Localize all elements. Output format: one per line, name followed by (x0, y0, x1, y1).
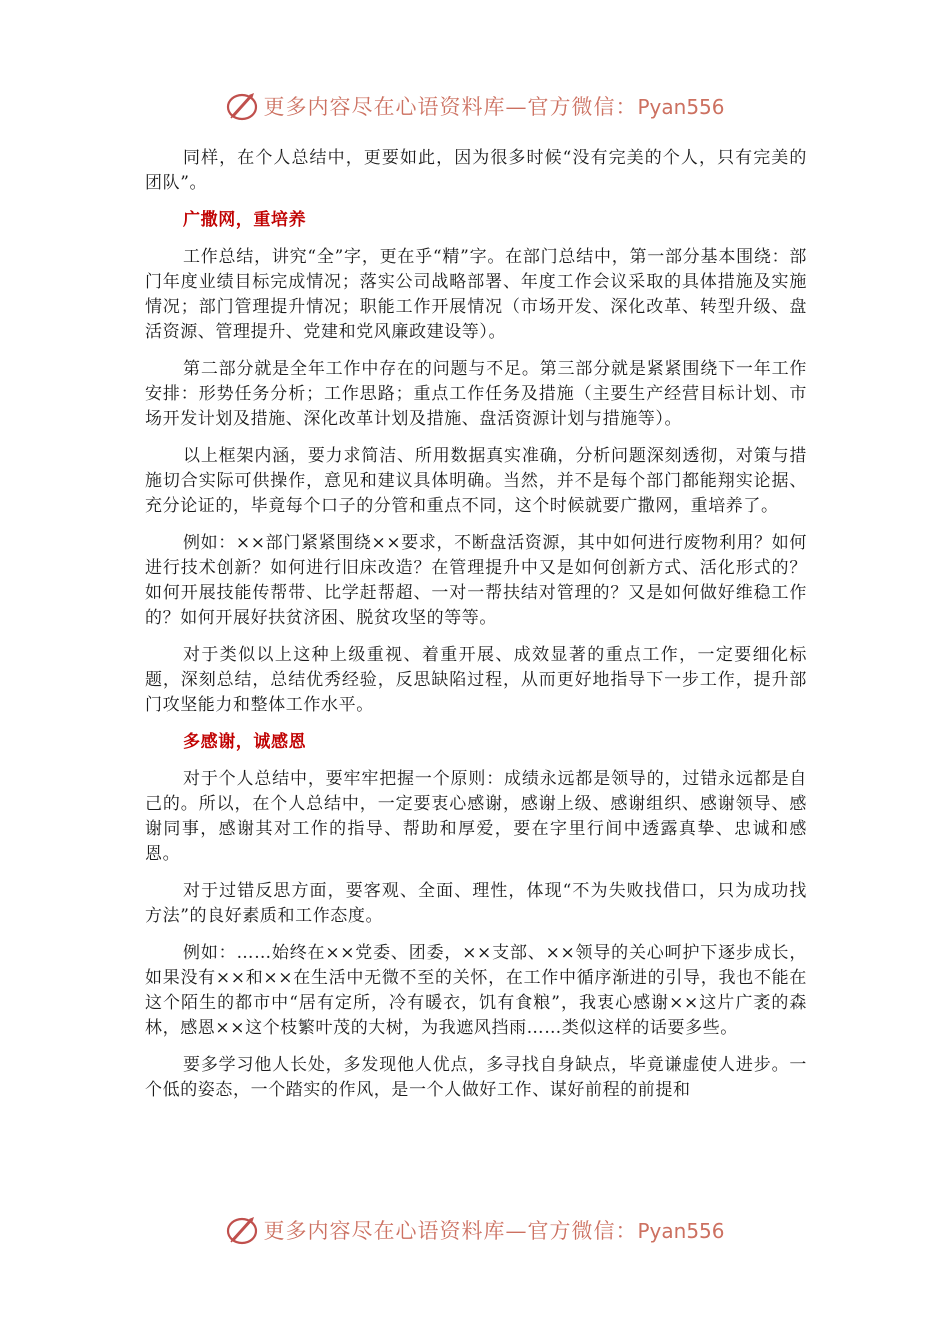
banner-text: 更多内容尽在心语资料库—官方微信：Pyan556 (263, 1219, 725, 1243)
paragraph: 对于类似以上这种上级重视、着重开展、成效显著的重点工作，一定要细化标题，深刻总结，总结优秀经验，反思缺陷过程，从而更好地指导下一步工作，提升部门攻坚能力和整体工作水平。 (145, 645, 807, 715)
paragraph: 例如：……始终在××党委、团委，××支部、××领导的关心呵护下逐步成长，如果没有××和××在生活中无微不至的关怀，在工作中循序渐进的引导，我也不能在这个陌生的都市中“居有定所，冷有暖衣，饥有食粮”，我衷心感谢××这片广袤的森林，感恩××这个枝繁叶茂的大树，为我遮风挡雨……类似这样的话要多些。 (145, 943, 807, 1038)
paragraph: 第二部分就是全年工作中存在的问题与不足。第三部分就是紧紧围绕下一年工作安排：形势任务分析；工作思路；重点工作任务及措施（主要生产经营目标计划、市场开发计划及措施、深化改革计划及措施、盘活资源计划与措施等）。 (145, 359, 807, 429)
banner-text: 更多内容尽在心语资料库—官方微信：Pyan556 (263, 95, 725, 119)
footer-banner (0, 1208, 950, 1252)
paragraph: 对于过错反思方面，要客观、全面、理性，体现“不为失败找借口，只为成功找方法”的良好素质和工作态度。 (145, 881, 807, 926)
paragraph: 例如：××部门紧紧围绕××要求，不断盘活资源，其中如何进行废物利用？如何进行技术创新？如何进行旧床改造？在管理提升中又是如何创新方式、活化形式的？如何开展技能传帮带、比学赶帮超、一对一帮扶结对管理的？又是如何做好维稳工作的？如何开展好扶贫济困、脱贫攻坚的等等。 (145, 533, 807, 628)
header-banner (0, 84, 950, 128)
section-heading: 广撒网，重培养 (183, 210, 307, 230)
paragraph: 同样，在个人总结中，更要如此，因为很多时候“没有完美的个人，只有完美的团队”。 (145, 148, 807, 193)
pen-logo-icon (225, 1213, 259, 1247)
pen-logo-icon (225, 89, 259, 123)
wechat-id: Pyan556 (637, 1219, 725, 1243)
wechat-id: Pyan556 (637, 95, 725, 119)
section-heading: 多感谢，诚感恩 (183, 732, 307, 752)
paragraph: 对于个人总结中，要牢牢把握一个原则：成绩永远都是领导的，过错永远都是自己的。所以，在个人总结中，一定要衷心感谢，感谢上级、感谢组织、感谢领导、感谢同事，感谢其对工作的指导、帮助和厚爱，要在字里行间中透露真挚、忠诚和感恩。 (145, 769, 807, 864)
paragraph: 工作总结，讲究“全”字，更在乎“精”字。在部门总结中，第一部分基本围绕：部门年度业绩目标完成情况；落实公司战略部署、年度工作会议采取的具体措施及实施情况；部门管理提升情况；职能工作开展情况（市场开发、深化改革、转型升级、盘活资源、管理提升、党建和党风廉政建设等）。 (145, 247, 807, 342)
paragraph: 要多学习他人长处，多发现他人优点，多寻找自身缺点，毕竟谦虚使人进步。一个低的姿态，一个踏实的作风，是一个人做好工作、谋好前程的前提和 (145, 1055, 807, 1100)
document-body (145, 146, 807, 1115)
paragraph: 以上框架内涵，要力求简洁、所用数据真实准确，分析问题深刻透彻，对策与措施切合实际可供操作，意见和建议具体明确。当然，并不是每个部门都能翔实论据、充分论证的，毕竟每个口子的分管和重点不同，这个时候就要广撒网，重培养了。 (145, 446, 807, 516)
